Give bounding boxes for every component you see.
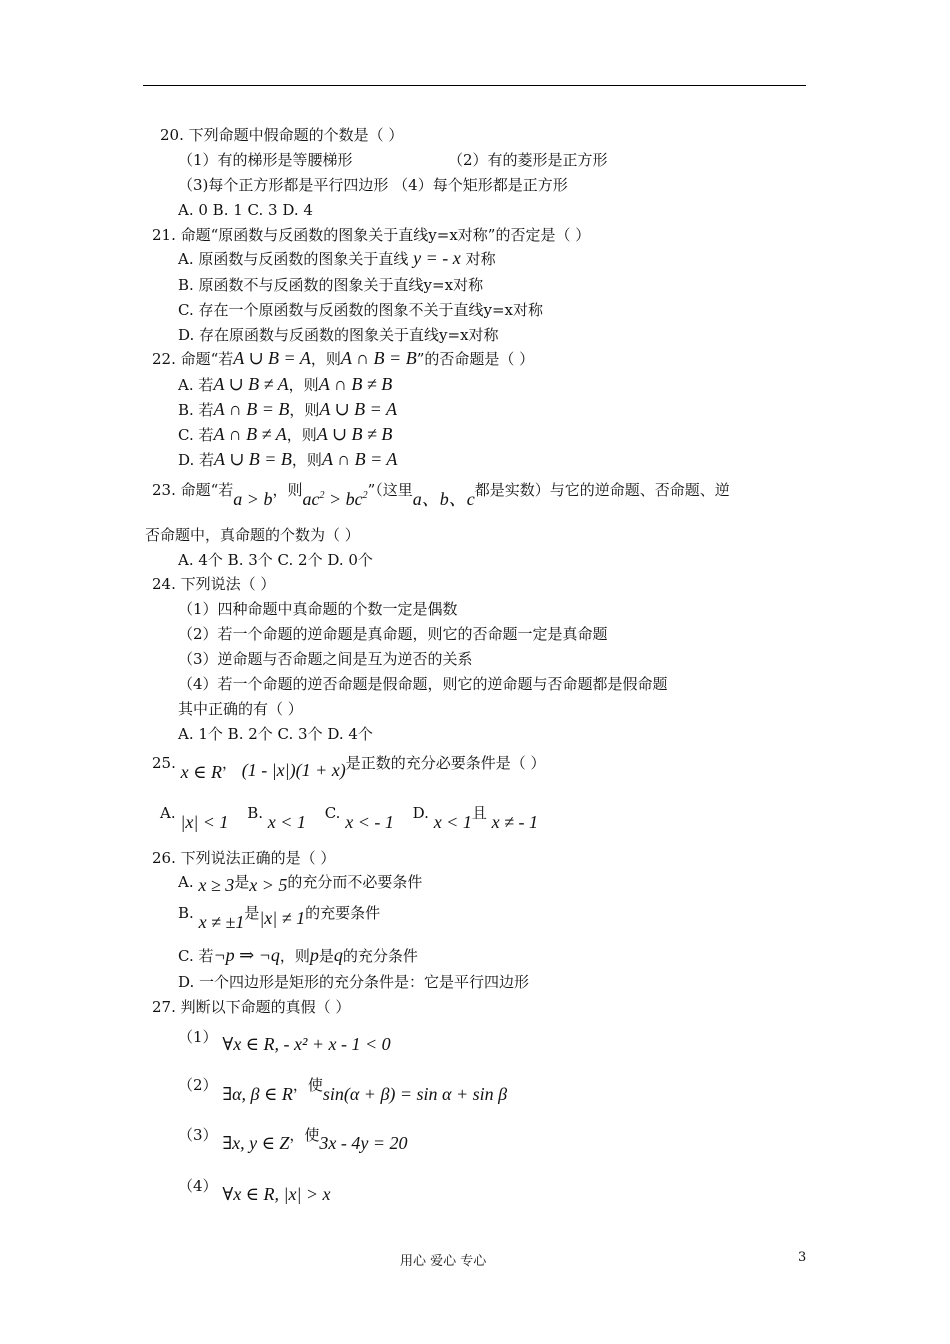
q24-statement-1: （1）四种命题中真命题的个数一定是偶数 <box>178 600 458 618</box>
q21-a-text: A. 原函数与反函数的图象关于直线 <box>178 250 409 268</box>
q27-label-2: （2） <box>178 1076 218 1094</box>
q25-d-math-2: x ≠ - 1 <box>491 812 538 832</box>
q21-option-d: D. 存在原函数与反函数的图象关于直线y=x对称 <box>178 326 499 344</box>
q22-d-pre: D. 若 <box>178 451 215 469</box>
q22-c-pre: C. 若 <box>178 426 214 444</box>
q26-stem: 26. 下列说法正确的是（ ） <box>152 849 336 867</box>
q25-a-math: |x| < 1 <box>180 812 229 832</box>
q23-vars: a、b、c <box>412 489 475 509</box>
q22-d-math-1: A ∪ B = B <box>214 449 292 469</box>
q25-a-label: A. <box>160 804 176 822</box>
q23-math-2a: ac <box>302 489 320 509</box>
q23-options: A. 4个 B. 3个 C. 2个 D. 0个 <box>178 551 373 569</box>
q26-b-mid: 是 <box>244 904 260 922</box>
q27-item-4 <box>178 1175 331 1204</box>
q22-b-math-2: A ∪ B = A <box>319 399 397 419</box>
q23-math-2b: > bc <box>328 489 363 509</box>
q26-b-math-1: x ≠ ±1 <box>198 912 245 932</box>
q22-a-math-2: A ∩ B ≠ B <box>318 374 393 394</box>
q26-c-math: ¬p ⇒ ¬q <box>213 945 280 965</box>
q22-b-pre: B. 若 <box>178 401 214 419</box>
q26-c-q: q <box>333 945 343 965</box>
q22-d-mid: ，则 <box>291 451 322 469</box>
q21-option-b: B. 原函数不与反函数的图象关于直线y=x对称 <box>178 276 484 294</box>
q27-comma-3: ，使 <box>289 1126 320 1144</box>
q21-stem: 21. 命题“原函数与反函数的图象关于直线y=x对称”的否定是（ ） <box>152 226 591 244</box>
q22-stem-math-1: A ∪ B = A <box>233 348 311 368</box>
q27-math-4: ∀x ∈ R, |x| > x <box>222 1184 331 1204</box>
q26-c-pre: C. 若 <box>178 947 214 965</box>
q24-statement-3: （3）逆命题与否命题之间是互为逆否的关系 <box>178 650 473 668</box>
q27-math-1: ∀x ∈ R, - x² + x - 1 < 0 <box>222 1034 391 1054</box>
q27-comma-2: ，使 <box>292 1076 323 1094</box>
q26-b-post: 的充要条件 <box>305 904 381 922</box>
q26-a-math-1: x ≥ 3 <box>198 875 235 895</box>
q24-statement-4: （4）若一个命题的逆否命题是假命题，则它的逆命题与否命题都是假命题 <box>178 675 668 693</box>
q22-option-c <box>178 424 392 445</box>
q25-math-2: (1 - |x|)(1 + x) <box>241 760 346 780</box>
q27-label-3: （3） <box>178 1126 218 1144</box>
q23-sq-2: 2 <box>362 490 368 501</box>
q23-stem <box>152 476 730 509</box>
q22-b-mid: ，则 <box>289 401 320 419</box>
q25-options <box>160 802 538 832</box>
q26-c-mid-1: ，则 <box>279 947 310 965</box>
q22-a-pre: A. 若 <box>178 376 214 394</box>
page-number: 3 <box>798 1250 807 1265</box>
q23-paren: ”（这里 <box>367 481 413 499</box>
q25-d-and: 且 <box>471 804 487 822</box>
q22-d-math-2: A ∩ B = A <box>321 449 398 469</box>
q25-stem <box>152 752 546 782</box>
q24-stem: 24. 下列说法（ ） <box>152 575 276 593</box>
q24-statement-2: （2）若一个命题的逆命题是真命题，则它的否命题一定是真命题 <box>178 625 608 643</box>
q25-b-math: x < 1 <box>267 812 306 832</box>
q23-line2: 否命题中，真命题的个数为（ ） <box>145 526 360 544</box>
q26-c-mid-2: 是 <box>318 947 334 965</box>
q26-option-d: D. 一个四边形是矩形的充分条件是：它是平行四边形 <box>178 973 530 991</box>
q26-b-label: B. <box>178 904 194 922</box>
q22-stem-mid: ，则 <box>310 350 341 368</box>
q22-stem-pre: 22. 命题“若 <box>152 350 234 368</box>
q25-d-label: D. <box>412 804 429 822</box>
q25-math-1: x ∈ R <box>180 762 222 782</box>
q22-a-math-1: A ∪ B ≠ A <box>213 374 289 394</box>
q27-item-3 <box>178 1124 408 1153</box>
q27-math-2b: sin(α + β) = sin α + sin β <box>322 1084 508 1104</box>
q27-item-1 <box>178 1026 391 1054</box>
q21-option-c: C. 存在一个原函数与反函数的图象不关于直线y=x对称 <box>178 301 543 319</box>
q22-a-mid: ，则 <box>288 376 319 394</box>
q25-num: 25. <box>152 754 176 772</box>
q27-math-2a: ∃α, β ∈ R <box>222 1084 293 1104</box>
q26-option-a <box>178 871 423 895</box>
q22-b-math-1: A ∩ B = B <box>213 399 290 419</box>
q27-item-2 <box>178 1074 508 1104</box>
q20-statement-1: （1）有的梯形是等腰梯形 <box>178 151 353 169</box>
q25-c-label: C. <box>324 804 341 822</box>
q27-label-1: （1） <box>178 1028 218 1046</box>
q23-stem-post: 都是实数）与它的逆命题、否命题、逆 <box>474 481 730 499</box>
q26-c-p: p <box>309 945 319 965</box>
q22-c-mid: ，则 <box>286 426 317 444</box>
q21-option-a <box>178 248 496 269</box>
q20-statement-3-4: （3)每个正方形都是平行四边形 （4）每个矩形都是正方形 <box>178 176 568 194</box>
q27-math-3a: ∃x, y ∈ Z <box>222 1133 290 1153</box>
q24-question: 其中正确的有（ ） <box>178 700 303 718</box>
q25-comma: ， <box>221 754 237 772</box>
q22-c-math-1: A ∩ B ≠ A <box>213 424 287 444</box>
q23-stem-mid: ，则 <box>272 481 303 499</box>
q21-a-math: y = - x <box>413 248 461 268</box>
q25-d-math-1: x < 1 <box>433 812 472 832</box>
q26-a-label: A. <box>178 873 194 891</box>
q26-a-mid: 是 <box>234 873 250 891</box>
q25-b-label: B. <box>247 804 264 822</box>
q22-c-math-2: A ∪ B ≠ B <box>316 424 393 444</box>
q22-option-a <box>178 374 392 395</box>
q26-option-b <box>178 902 381 932</box>
q20-statement-2: （2）有的菱形是正方形 <box>448 151 608 169</box>
q25-stem-post: 是正数的充分必要条件是（ ） <box>345 754 546 772</box>
q21-a-post: 对称 <box>465 250 496 268</box>
q26-a-post: 的充分而不必要条件 <box>287 873 423 891</box>
q22-stem <box>152 348 534 369</box>
q26-option-c <box>178 945 418 966</box>
q27-math-3b: 3x - 4y = 20 <box>319 1133 408 1153</box>
q23-stem-pre: 23. 命题“若 <box>152 481 234 499</box>
q26-c-post: 的充分条件 <box>342 947 418 965</box>
q24-options: A. 1个 B. 2个 C. 3个 D. 4个 <box>178 725 373 743</box>
q22-stem-post: ”的否命题是（ ） <box>416 350 535 368</box>
header-rule <box>143 85 806 86</box>
q23-math-1: a > b <box>233 489 273 509</box>
footer-center: 用心 爱心 专心 <box>400 1254 487 1269</box>
q26-b-math-2: |x| ≠ 1 <box>259 908 306 928</box>
q22-option-b <box>178 399 397 420</box>
q22-option-d <box>178 449 397 470</box>
q20-options: A. 0 B. 1 C. 3 D. 4 <box>178 201 313 219</box>
q25-c-math: x < - 1 <box>345 812 394 832</box>
q23-math-2 <box>302 489 367 509</box>
q22-stem-math-2: A ∩ B = B <box>340 348 417 368</box>
q20-stem: 20. 下列命题中假命题的个数是（ ） <box>160 126 404 144</box>
q27-stem: 27. 判断以下命题的真假（ ） <box>152 998 351 1016</box>
q27-label-4: （4） <box>178 1177 218 1195</box>
q26-a-math-2: x > 5 <box>249 875 288 895</box>
q23-sq-1: 2 <box>319 490 325 501</box>
